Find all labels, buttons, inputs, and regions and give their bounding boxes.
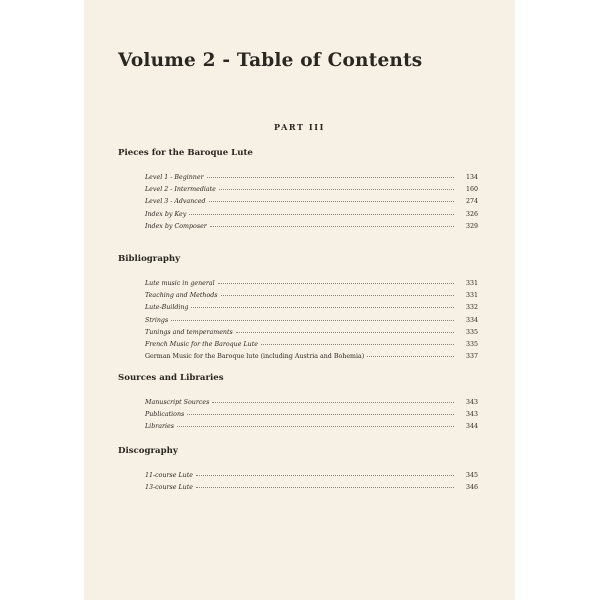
toc-entry (118, 409, 478, 421)
toc-entry (118, 209, 478, 221)
toc-entry (118, 470, 478, 482)
dot-leader (171, 320, 454, 321)
entry-page-number: 326 (465, 210, 478, 218)
entry-page-number: 334 (465, 316, 478, 324)
entry-title: German Music for the Baroque lute (including Austria and Bohemia) (145, 353, 365, 361)
entry-page-number: 346 (465, 484, 478, 492)
toc-entry (118, 421, 478, 433)
entry-page-number: 335 (465, 340, 478, 348)
entry-title: Tunings and temperaments (145, 328, 233, 336)
entry-title: Libraries (145, 423, 174, 431)
entry-page-number: 134 (465, 174, 478, 181)
dot-leader (367, 356, 454, 357)
dot-leader (189, 214, 454, 215)
toc-entry (118, 482, 478, 494)
entry-page-number: 343 (465, 399, 478, 406)
entry-title: Lute-Building (145, 304, 189, 312)
dot-leader (196, 487, 454, 488)
dot-leader (187, 414, 454, 415)
toc-entry (118, 221, 478, 233)
section-bibliography (118, 254, 478, 363)
toc-entry (118, 315, 478, 327)
dot-leader (207, 177, 454, 178)
entry-title: Index by Key (145, 210, 187, 218)
entry-list (118, 172, 478, 233)
toc-entry (118, 184, 478, 196)
section-title: Bibliography (118, 254, 181, 264)
entry-title: French Music for the Baroque Lute (145, 340, 258, 348)
entry-page-number: 329 (465, 222, 478, 230)
section-title: Pieces for the Baroque Lute (118, 148, 253, 158)
entry-title: Manuscript Sources (145, 399, 210, 406)
dot-leader (212, 402, 454, 403)
entry-page-number: 274 (465, 198, 478, 206)
section-title: Sources and Libraries (118, 373, 224, 383)
toc-entry (118, 278, 478, 290)
entry-title: Index by Composer (145, 222, 207, 230)
dot-leader (210, 226, 454, 227)
entry-title: Strings (145, 316, 169, 324)
section-discography (118, 446, 478, 494)
entry-title: Lute music in general (145, 280, 215, 287)
entry-page-number: 343 (465, 411, 478, 419)
entry-title: 13-course Lute (145, 484, 193, 492)
entry-title: Level 3 - Advanced (145, 198, 206, 206)
toc-entry (118, 172, 478, 184)
entry-page-number: 335 (465, 328, 478, 336)
dot-leader (196, 475, 454, 476)
entry-title: 11-course Lute (145, 472, 193, 479)
dot-leader (261, 344, 454, 345)
section-pieces (118, 148, 478, 233)
entry-list (118, 470, 478, 494)
section-sources-libraries (118, 373, 478, 434)
section-title: Discography (118, 446, 178, 456)
entry-list (118, 278, 478, 363)
entry-title: Level 1 - Beginner (145, 174, 204, 181)
dot-leader (219, 189, 454, 190)
entry-page-number: 332 (465, 304, 478, 312)
toc-entry (118, 339, 478, 351)
toc-entry (118, 302, 478, 314)
entry-title: Level 2 - Intermediate (145, 186, 216, 194)
entry-list (118, 397, 478, 434)
entry-title: Publications (145, 411, 185, 419)
page-title: Volume 2 - Table of Contents (118, 50, 423, 71)
entry-page-number: 345 (465, 472, 478, 479)
dot-leader (177, 426, 454, 427)
dot-leader (218, 283, 454, 284)
dot-leader (236, 332, 454, 333)
entry-page-number: 331 (465, 280, 478, 287)
dot-leader (221, 295, 454, 296)
entry-page-number: 331 (465, 292, 478, 300)
entry-page-number: 344 (465, 423, 478, 431)
dot-leader (209, 201, 454, 202)
toc-entry (118, 351, 478, 363)
dot-leader (191, 307, 454, 308)
toc-entry (118, 290, 478, 302)
entry-page-number: 337 (465, 353, 478, 361)
document-page (84, 0, 515, 600)
toc-entry (118, 196, 478, 208)
part-heading: PART III (274, 122, 325, 132)
toc-entry (118, 397, 478, 409)
entry-page-number: 160 (465, 186, 478, 194)
entry-title: Teaching and Methods (145, 292, 218, 300)
toc-entry (118, 327, 478, 339)
